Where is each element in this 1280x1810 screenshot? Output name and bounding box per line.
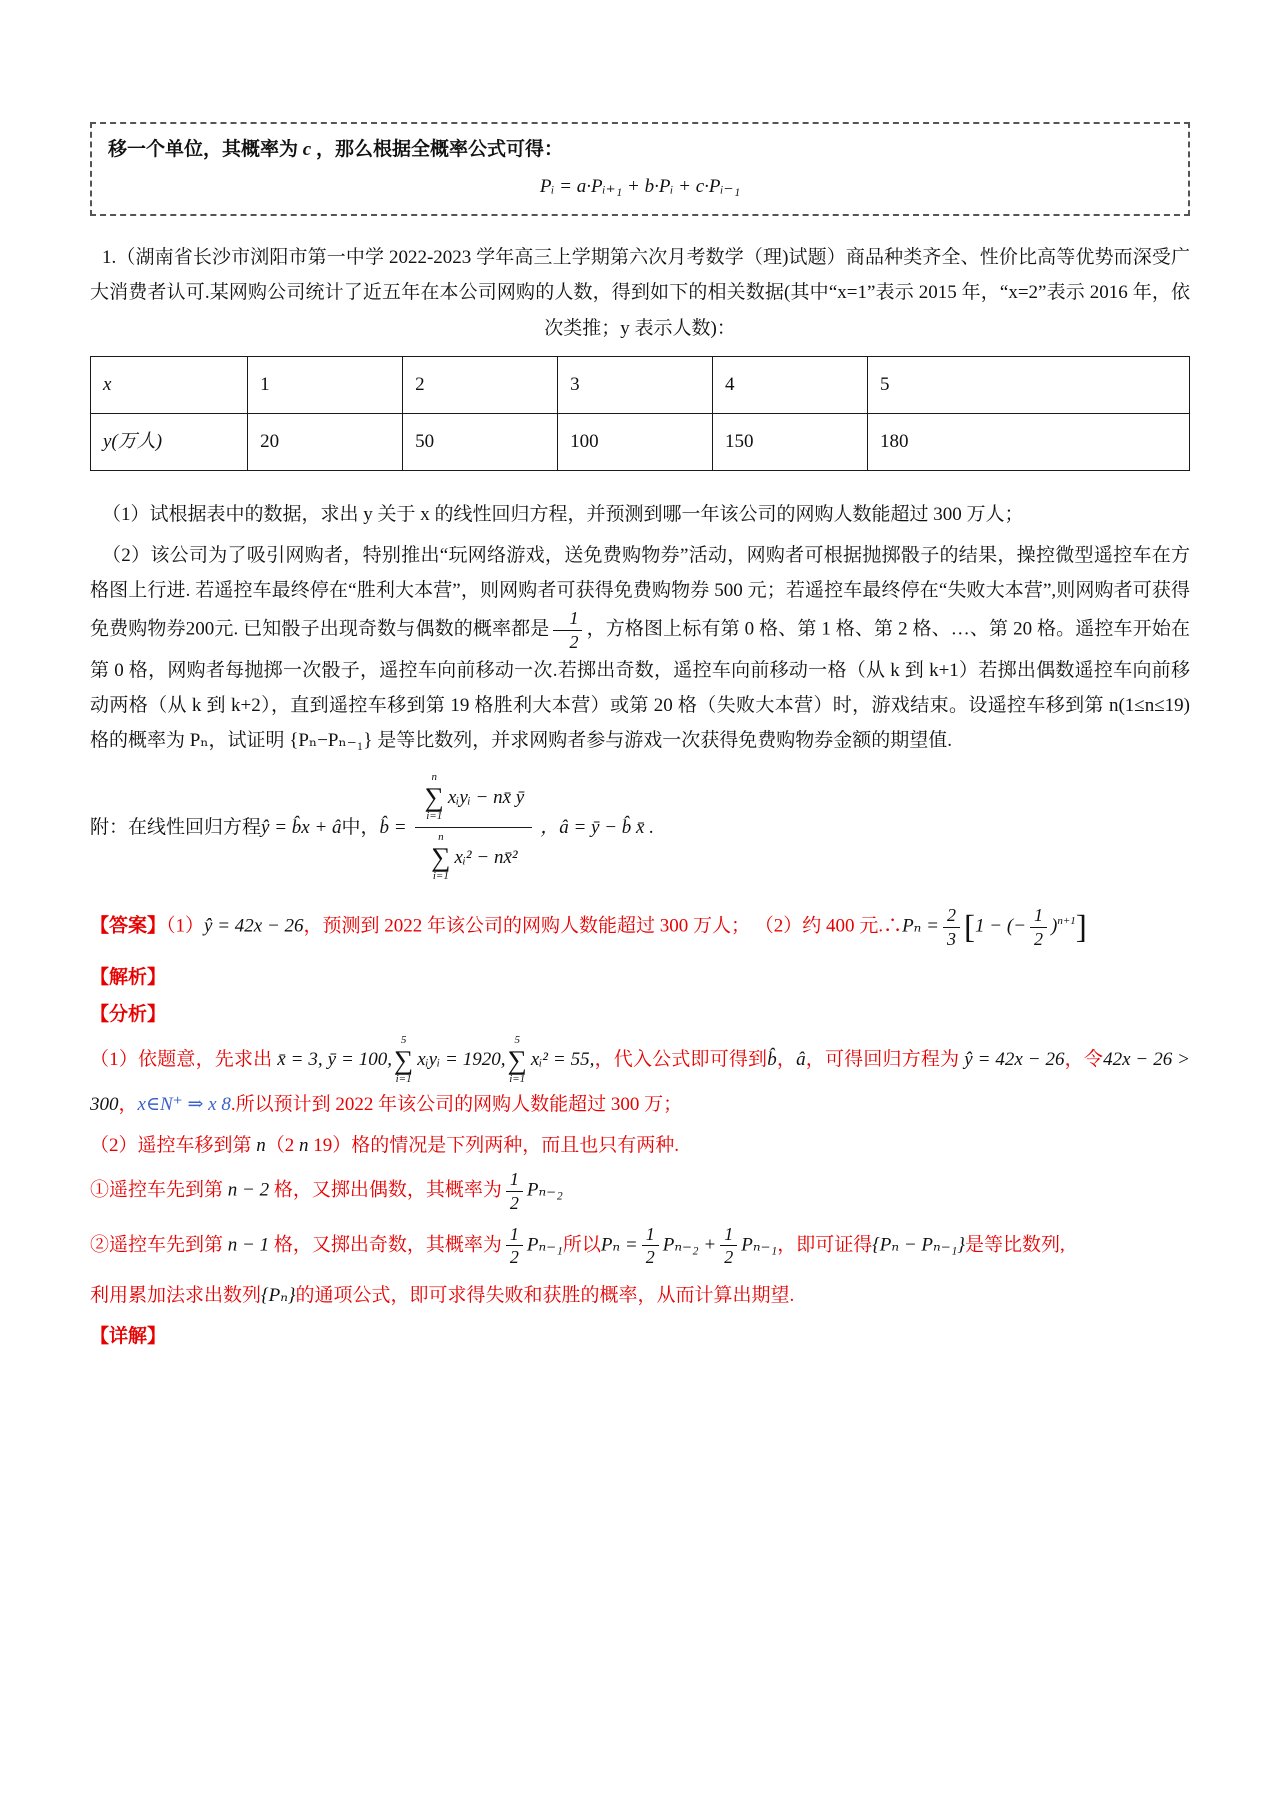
fraction-numerator xyxy=(415,768,533,828)
table-cell: 3 xyxy=(558,356,713,413)
case-text: ①遥控车先到第 xyxy=(90,1179,228,1201)
analysis-text: .所以预计到 2022 年该公司的网购人数能超过 300 万； xyxy=(230,1094,683,1115)
case-text: 是等比数列, xyxy=(964,1234,1065,1256)
summation xyxy=(508,1034,527,1087)
fraction-numerator: 2 xyxy=(943,905,960,928)
fraction-denominator: 2 xyxy=(509,1247,519,1268)
regression-equation: ŷ = b̂x + â xyxy=(261,816,342,838)
p-term: Pₙ₋₁ xyxy=(741,1234,778,1256)
question-2 xyxy=(90,538,1190,758)
fraction-one-half xyxy=(506,1224,523,1268)
analysis-part1 xyxy=(90,1034,1190,1122)
math-segment: xᵢ² = 55, xyxy=(530,1048,595,1070)
fraction-numerator: 1 xyxy=(720,1224,737,1247)
fraction-one-half xyxy=(506,1169,523,1213)
p-sub-n-minus-1: Pₙ₋₁ xyxy=(526,1234,563,1256)
sum-lower-limit: i=1 xyxy=(432,870,449,883)
fraction-one-half xyxy=(553,608,582,652)
fraction-denominator: 2 xyxy=(1034,928,1044,949)
denominator-terms: xᵢ² − nx̄² xyxy=(454,847,518,869)
fraction-numerator: 1 xyxy=(553,608,582,631)
analysis-text: ，可得回归方程为 xyxy=(805,1048,965,1070)
jiexi-tag: 【解析】 xyxy=(90,966,167,988)
inequality: 42x − 26 > 300 xyxy=(90,1048,1190,1115)
answer-tag: 【答案】 xyxy=(90,915,167,937)
case-text: 所以 xyxy=(562,1234,601,1256)
fraction-one-half xyxy=(642,1224,659,1268)
case-text: ，即可证得 xyxy=(777,1234,873,1256)
right-bracket: ] xyxy=(1075,908,1087,946)
analysis-part2 xyxy=(90,1128,1190,1163)
answer-text: ，预测到 2022 年该公司的网购人数能超过 300 万人； （2）约 400 xyxy=(303,915,855,937)
numerator-terms: xᵢyᵢ − nx̄ ȳ xyxy=(447,786,525,808)
question-2-text: ，方格图上标有第 0 格、第 1 格、第 2 格、…、第 20 格。遥控车开始在第 0 格，网购者每抛掷一次骰子，遥控车向前移动一次.若掷出奇数，遥控车向前移动一格（从 k 到 k+1）若掷出偶数遥控车向前移动两格（从 k 到 k+2），直到遥控车移到第 19 格胜利大本营）或第 20 格（失败大本营）时，游戏结束。设遥控车移到第 n(1≤n≤19) 格的概率为 Pₙ，试证明 {Pₙ−Pₙ₋₁} 是等比数列，并求网购者参与游戏一次获得免费购物券金额的期望值. xyxy=(90,618,1190,751)
fraction-one-half xyxy=(1030,905,1047,949)
table-row-x xyxy=(91,356,1190,413)
conclusion-text: 利用累加法求出数列 xyxy=(90,1285,262,1307)
analysis-text: 19）格的情况是下列两种，而且也只有两种. xyxy=(308,1135,680,1157)
note-text-pre: 移一个单位，其概率为 xyxy=(108,139,299,160)
answer-text: （1） xyxy=(166,915,205,937)
p-term: Pₙ₋₂ + xyxy=(662,1234,717,1256)
fraction-denominator: 2 xyxy=(724,1247,734,1268)
note-text-post: ，那么根据全概率公式可得： xyxy=(315,139,563,160)
analysis-text: ， xyxy=(776,1048,797,1070)
b-hat-equals: b̂ = xyxy=(379,816,407,838)
case-text: ②遥控车先到第 xyxy=(90,1234,228,1256)
b-hat: b̂ xyxy=(767,1048,777,1070)
sigma-icon: ∑ xyxy=(393,1044,414,1075)
blue-math-segment: x∈N⁺ ⇒ x 8 xyxy=(137,1094,231,1115)
variable-c: c xyxy=(298,139,316,160)
table-cell: y(万人) xyxy=(91,413,248,470)
note-line xyxy=(108,132,1172,167)
p-sub-n-minus-2: Pₙ₋₂ xyxy=(526,1179,563,1201)
xiangjie-tag: 【详解】 xyxy=(90,1326,167,1348)
sequence-pn: {Pₙ} xyxy=(261,1285,296,1307)
sum-lower-limit: i=1 xyxy=(395,1073,412,1086)
table-row-y xyxy=(91,413,1190,470)
xiangjie-heading xyxy=(90,1319,1190,1354)
table-cell: 50 xyxy=(403,413,558,470)
answer-text: 元.∴ xyxy=(859,915,903,937)
answer-section xyxy=(90,905,1190,949)
table-cell: 180 xyxy=(867,413,1189,470)
sum-upper-limit: 5 xyxy=(400,1033,407,1046)
case-1 xyxy=(90,1169,1190,1213)
n-minus-1: n − 1 xyxy=(227,1234,270,1256)
carryover-note-box xyxy=(90,122,1190,216)
case-2 xyxy=(90,1224,1190,1268)
left-bracket: [ xyxy=(963,908,976,946)
analysis-conclusion xyxy=(90,1278,1190,1313)
fraction-numerator: 1 xyxy=(642,1224,659,1247)
table-cell: 2 xyxy=(403,356,558,413)
summation xyxy=(394,1034,413,1087)
fraction-denominator: 2 xyxy=(569,631,579,652)
fraction-two-thirds xyxy=(943,905,960,949)
a-hat: â xyxy=(796,1048,806,1070)
sum-upper-limit: n xyxy=(438,831,444,844)
math-segment: x̄ = 3, ȳ = 100, xyxy=(277,1048,392,1070)
a-hat-equation: ，â = ȳ − b̂ x̄ . xyxy=(540,816,654,838)
sequence-term: {Pₙ − Pₙ₋₁} xyxy=(872,1234,965,1256)
total-probability-formula: Pᵢ = a·Pᵢ₊₁ + b·Pᵢ + c·Pᵢ₋₁ xyxy=(539,176,741,198)
regression-result: ŷ = 42x − 26 xyxy=(204,915,304,937)
sum-upper-limit: 5 xyxy=(514,1033,520,1046)
jiexi-heading xyxy=(90,960,1190,995)
data-table xyxy=(90,356,1190,471)
table-cell: 5 xyxy=(867,356,1189,413)
table-cell: 1 xyxy=(248,356,403,413)
formula-inner: ) xyxy=(1051,915,1058,937)
sigma-icon: ∑ xyxy=(507,1044,527,1075)
question-1: （1）试根据表中的数据，求出 y 关于 x 的线性回归方程，并预测到哪一年该公司的网购人数能超过 300 万人； xyxy=(102,503,1024,525)
analysis-text: ，令 xyxy=(1064,1048,1104,1070)
analysis-text: （1）依题意，先求出 xyxy=(90,1048,278,1070)
b-hat-fraction xyxy=(415,768,533,887)
sum-lower-limit: i=1 xyxy=(426,810,443,823)
table-cell: 150 xyxy=(713,413,868,470)
fraction-denominator: 2 xyxy=(509,1192,519,1213)
summation xyxy=(425,771,444,824)
fraction-numerator: 1 xyxy=(1030,905,1047,928)
fraction-denominator: 3 xyxy=(946,928,956,949)
pn-equals: Pₙ = xyxy=(902,915,939,937)
sum-lower-limit: i=1 xyxy=(509,1073,526,1086)
variable-n: n xyxy=(299,1135,309,1157)
regression-equation: ŷ = 42x − 26 xyxy=(964,1048,1065,1070)
sigma-icon: ∑ xyxy=(431,841,451,872)
table-cell: 20 xyxy=(248,413,403,470)
question-2-text: （2）该公司为了吸引网购者，特别推出“玩网络游戏，送免费购物券”活动，网购者可根据抛掷骰子的结果，操控微型遥控车在方格图上行进. 若遥控车最终停在“胜利大本营”，则网购者可获得免费购物券 500 元；若遥控车最终停在“失败大本营”,则网购者可获得免费购物券200元. 已知骰子出现奇数与偶数的概率都是 xyxy=(90,544,1190,640)
fraction-numerator: 1 xyxy=(506,1169,523,1192)
fraction-one-half xyxy=(720,1224,737,1268)
conclusion-text: 的通项公式，即可求得失败和获胜的概率，从而计算出期望. xyxy=(295,1285,795,1307)
formula-inner: 1 − (− xyxy=(975,915,1027,937)
table-cell: x xyxy=(91,356,248,413)
n-minus-2: n − 2 xyxy=(227,1179,270,1201)
analysis-text: （2）遥控车移到第 xyxy=(90,1135,257,1157)
regression-formula-note xyxy=(90,768,1190,887)
fraction-denominator: 2 xyxy=(645,1247,655,1268)
problem-statement: 1.（湖南省长沙市浏阳市第一中学 2022-2023 学年高三上学期第六次月考数学（理)试题）商品种类齐全、性价比高等优势而深受广大消费者认可.某网购公司统计了近五年在本公司网购的人数，得到如下的相关数据(其中“x=1”表示 2015 年，“x=2”表示 2016 年，依次类推；y 表示人数)： xyxy=(90,247,1190,339)
variable-n: n xyxy=(256,1135,266,1157)
case-text: 格，又掷出奇数，其概率为 xyxy=(269,1234,502,1256)
analysis-text: ，代入公式即可得到 xyxy=(594,1048,768,1070)
fraction-numerator: 1 xyxy=(506,1224,523,1247)
fenxi-tag: 【分析】 xyxy=(90,1003,167,1025)
fraction-denominator xyxy=(421,828,525,887)
analysis-text: （2 xyxy=(265,1135,300,1157)
sum-upper-limit: n xyxy=(431,770,437,783)
sigma-icon: ∑ xyxy=(424,781,444,812)
fenxi-heading xyxy=(90,997,1190,1032)
note-prefix: 附：在线性回归方程 xyxy=(90,816,262,838)
case-text: 格，又掷出偶数，其概率为 xyxy=(269,1179,502,1201)
table-cell: 4 xyxy=(713,356,868,413)
exponent: n+1 xyxy=(1057,915,1076,928)
math-segment: xᵢyᵢ = 1920, xyxy=(417,1048,506,1070)
pn-equals: Pₙ = xyxy=(600,1234,638,1256)
note-mid: 中， xyxy=(341,816,380,838)
summation xyxy=(431,831,450,884)
table-cell: 100 xyxy=(558,413,713,470)
analysis-text: ， xyxy=(118,1094,138,1115)
